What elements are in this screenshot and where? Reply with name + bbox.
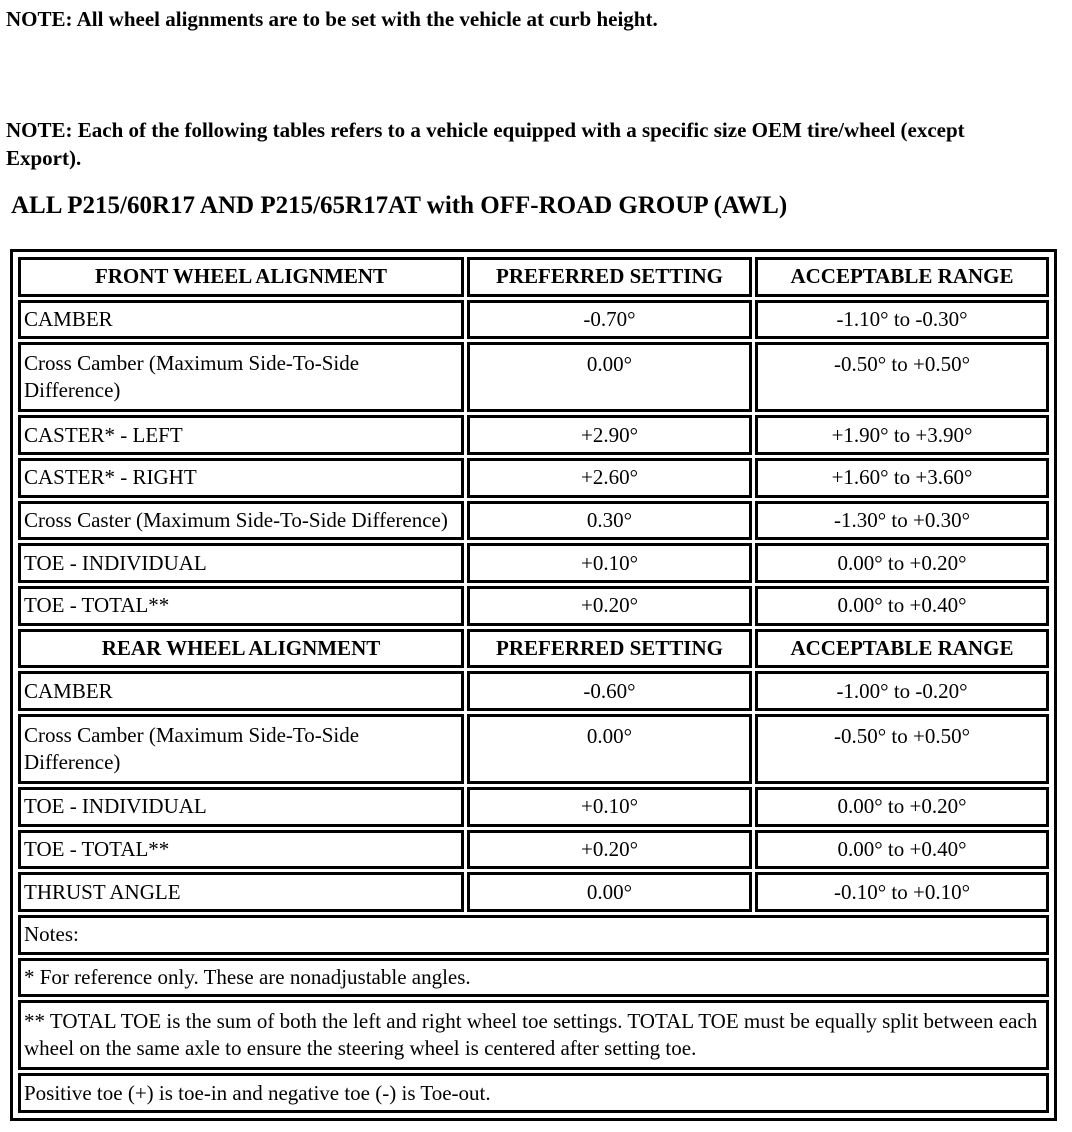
front-header-preferred: PREFERRED SETTING <box>467 257 752 297</box>
range-value: 0.00° to +0.40° <box>755 830 1049 870</box>
range-value: -0.50° to +0.50° <box>755 714 1049 784</box>
range-value: -1.30° to +0.30° <box>755 501 1049 541</box>
curb-height-note: NOTE: All wheel alignments are to be set with the vehicle at curb height. <box>6 7 658 31</box>
range-value: -1.00° to -0.20° <box>755 671 1049 711</box>
row-label: TOE - INDIVIDUAL <box>18 543 464 583</box>
preferred-value: -0.60° <box>467 671 752 711</box>
table-row <box>18 671 1049 711</box>
preferred-value: +0.20° <box>467 586 752 626</box>
row-label: CASTER* - LEFT <box>18 415 464 455</box>
preferred-value: +2.60° <box>467 458 752 498</box>
row-label: Cross Camber (Maximum Side-To-Side Difference) <box>18 342 464 412</box>
footnote-row <box>18 1000 1049 1070</box>
tire-wheel-note: NOTE: Each of the following tables refers to a vehicle equipped with a specific size OEM tire/wheel (except Export). <box>6 118 965 170</box>
front-header-row <box>18 257 1049 297</box>
table-title: ALL P215/60R17 AND P215/65R17AT with OFF-ROAD GROUP (AWL) <box>11 192 788 219</box>
table-row <box>18 714 1049 784</box>
range-value: 0.00° to +0.40° <box>755 586 1049 626</box>
range-value: -0.50° to +0.50° <box>755 342 1049 412</box>
range-value: +1.90° to +3.90° <box>755 415 1049 455</box>
preferred-value: +0.20° <box>467 830 752 870</box>
table-row <box>18 787 1049 827</box>
table-row <box>18 543 1049 583</box>
table-row <box>18 872 1049 912</box>
table-row <box>18 300 1049 340</box>
row-label: Cross Camber (Maximum Side-To-Side Difference) <box>18 714 464 784</box>
row-label: THRUST ANGLE <box>18 872 464 912</box>
row-label: CASTER* - RIGHT <box>18 458 464 498</box>
row-label: CAMBER <box>18 300 464 340</box>
preferred-value: 0.30° <box>467 501 752 541</box>
table-row <box>18 458 1049 498</box>
preferred-value: -0.70° <box>467 300 752 340</box>
range-value: 0.00° to +0.20° <box>755 787 1049 827</box>
range-value: 0.00° to +0.20° <box>755 543 1049 583</box>
table-row <box>18 415 1049 455</box>
row-label: TOE - INDIVIDUAL <box>18 787 464 827</box>
footnote-total-toe: ** TOTAL TOE is the sum of both the left and right wheel toe settings. TOTAL TOE must be equally split between each wheel on the same axle to ensure the steering wheel is centered after setting toe. <box>18 1000 1049 1070</box>
row-label: TOE - TOTAL** <box>18 830 464 870</box>
rear-header-range: ACCEPTABLE RANGE <box>755 629 1049 669</box>
preferred-value: 0.00° <box>467 872 752 912</box>
range-value: -1.10° to -0.30° <box>755 300 1049 340</box>
rear-header-label: REAR WHEEL ALIGNMENT <box>18 629 464 669</box>
footnote-heading: Notes: <box>18 915 1049 955</box>
table-row <box>18 342 1049 412</box>
footnote-row <box>18 958 1049 998</box>
table-row <box>18 830 1049 870</box>
footnote-row <box>18 1073 1049 1113</box>
front-header-range: ACCEPTABLE RANGE <box>755 257 1049 297</box>
preferred-value: +0.10° <box>467 787 752 827</box>
table-row <box>18 501 1049 541</box>
rear-header-preferred: PREFERRED SETTING <box>467 629 752 669</box>
range-value: +1.60° to +3.60° <box>755 458 1049 498</box>
preferred-value: 0.00° <box>467 714 752 784</box>
row-label: Cross Caster (Maximum Side-To-Side Difference) <box>18 501 464 541</box>
footnote-reference-only: * For reference only. These are nonadjustable angles. <box>18 958 1049 998</box>
row-label: CAMBER <box>18 671 464 711</box>
preferred-value: +0.10° <box>467 543 752 583</box>
preferred-value: +2.90° <box>467 415 752 455</box>
footnote-toe-sign: Positive toe (+) is toe-in and negative toe (-) is Toe-out. <box>18 1073 1049 1113</box>
rear-header-row <box>18 629 1049 669</box>
preferred-value: 0.00° <box>467 342 752 412</box>
range-value: -0.10° to +0.10° <box>755 872 1049 912</box>
front-header-label: FRONT WHEEL ALIGNMENT <box>18 257 464 297</box>
row-label: TOE - TOTAL** <box>18 586 464 626</box>
table-row <box>18 586 1049 626</box>
footnote-row <box>18 915 1049 955</box>
alignment-table <box>15 254 1052 1116</box>
alignment-table-frame <box>10 249 1057 1121</box>
